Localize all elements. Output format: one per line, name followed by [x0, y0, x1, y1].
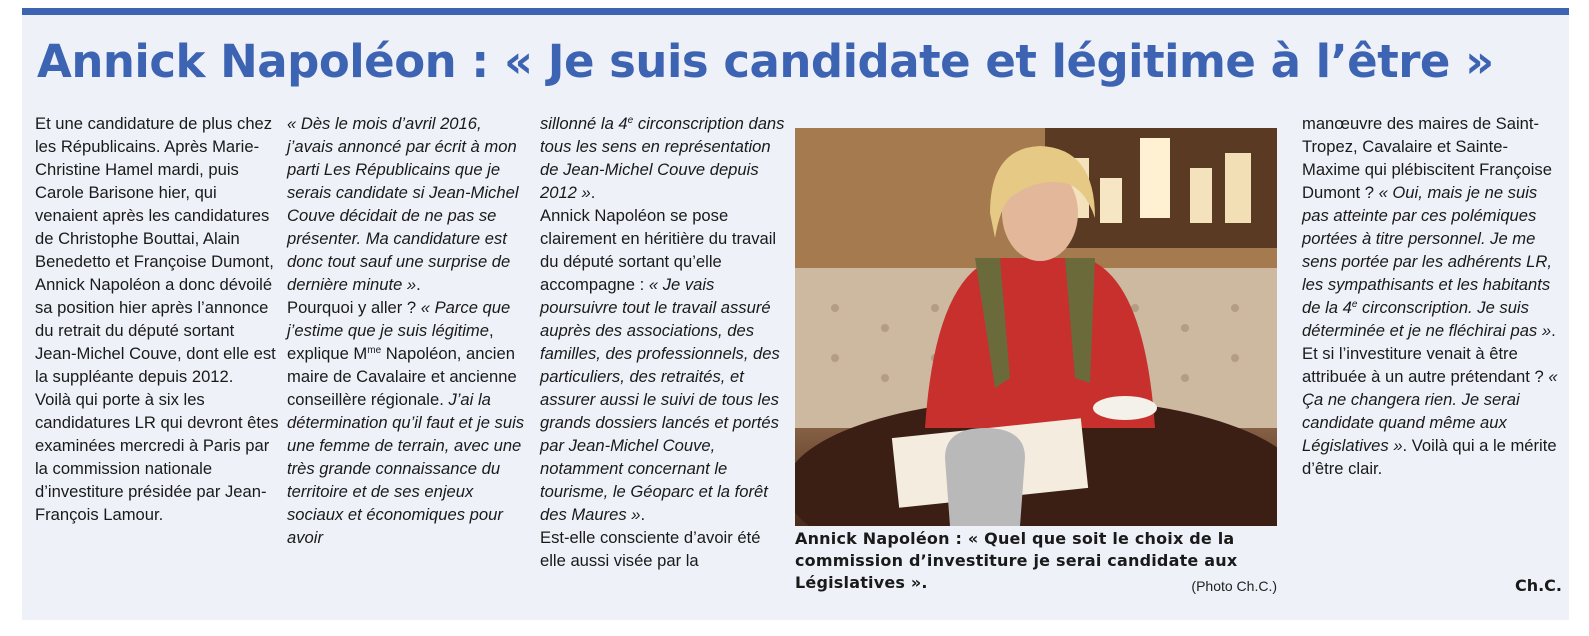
column-5 [1302, 112, 1562, 480]
article-photo [795, 128, 1277, 526]
teapot [945, 428, 1025, 526]
quote: circonscription. Je suis déterminée et je ne fléchirai pas » [1302, 298, 1552, 340]
photo-caption: Annick Napoléon : « Quel que soit le choix de la commission d’investiture je serai candidate aux Législatives ». [795, 529, 1238, 592]
paragraph: Voilà qui porte à six les candidatures LR qui devront êtes examinées mercredi à Paris par la commission nationale d’investiture présidée par Jean-François Lamour. [35, 390, 279, 524]
superscript: e [1351, 299, 1358, 310]
text: . [640, 505, 646, 524]
article [22, 8, 1569, 620]
text: manœuvre des maires de Saint-Tropez, Cavalaire et Sainte-Maxime qui plébiscitent Françoise Dumont ? [1302, 114, 1552, 202]
text: . [1551, 321, 1556, 340]
quote: sillonné la 4 [540, 114, 628, 133]
portrait-illustration [795, 128, 1277, 526]
paragraph: Et une candidature de plus chez les Républicains. Après Marie-Christine Hamel mardi, puis Carole Barisone hier, qui venaient après les candidatures de Christophe Bouttai, Alain Benedetto et Françoise Dumont, Annick Napoléon a donc dévoilé sa position hier après l’annonce du retrait du député sortant Jean-Michel Couve, dont elle est la suppléante depuis 2012. [35, 114, 276, 386]
quote: « Ça ne changera rien. Je serai candidate quand même aux Législatives » [1302, 367, 1558, 455]
paragraph [287, 112, 532, 296]
candle [1190, 168, 1212, 223]
quote: « Dès le mois d’avril 2016, j’avais annoncé par écrit à mon parti Les Républicains que je serais candidate si Jean-Michel Couve décidait de ne pas se présenter. Ma candidature est donc tout sauf une surprise de dernière minute » [287, 114, 519, 294]
quote: circonscription dans tous les sens en représentation de Jean-Michel Couve depuis 2012 » [540, 114, 785, 202]
cup [1093, 396, 1157, 420]
candle [1225, 153, 1251, 223]
quote: « Je vais poursuivre tout le travail assuré auprès des associations, des familles, des professionnels, des particuliers, des retraités, et assurer aussi le suivi de tous les grands dossiers lancés et portés par Jean-Michel Couve, notamment concernant le tourisme, le Géoparc et la forêt des Maures » [540, 275, 780, 524]
text: Napoléon, ancien maire de Cavalaire et ancienne conseillère régionale. [287, 344, 517, 409]
superscript: e [627, 115, 634, 126]
author-signature: Ch.C. [1514, 576, 1562, 595]
column-3 [540, 112, 785, 572]
text: . Voilà qui a le mérite d’être clair. [1302, 436, 1557, 478]
candle [1100, 178, 1122, 223]
headline: Annick Napoléon : « Je suis candidate et légitime à l’être » [37, 35, 1494, 88]
superscript: me [367, 345, 382, 356]
column-1 [35, 112, 280, 526]
text: , explique M [287, 321, 494, 363]
text: Annick Napoléon se pose clairement en héritière du travail du député sortant qu’elle accompagne : [540, 206, 777, 294]
column-2 [287, 112, 532, 549]
paragraph [1302, 112, 1562, 342]
quote: « Oui, mais je ne suis pas atteinte par ces polémiques portées à titre personnel. Je me sens portée par les adhérents LR, les sympathisants et les habitants de la 4 [1302, 183, 1552, 317]
text: Et si l’investiture venait à être attribuée à un autre prétendant ? [1302, 344, 1549, 386]
paragraph [540, 204, 785, 526]
photo-credit: (Photo Ch.C.) [1191, 578, 1277, 594]
paragraph [287, 296, 532, 549]
text: . [416, 275, 421, 294]
text: Pourquoi y aller ? [287, 298, 421, 317]
quote: « Parce que j’estime que je suis légitime [287, 298, 511, 340]
paragraph [1302, 342, 1562, 480]
candle [1140, 138, 1170, 218]
paragraph [540, 112, 785, 204]
text: . [590, 183, 596, 202]
quote: J’ai la détermination qu’il faut et je suis une femme de terrain, avec une très grande connaissance du territoire et de ses enjeux sociaux et économiques pour avoir [287, 390, 525, 547]
paragraph: Est-elle consciente d’avoir été elle aussi visée par la [540, 528, 761, 570]
